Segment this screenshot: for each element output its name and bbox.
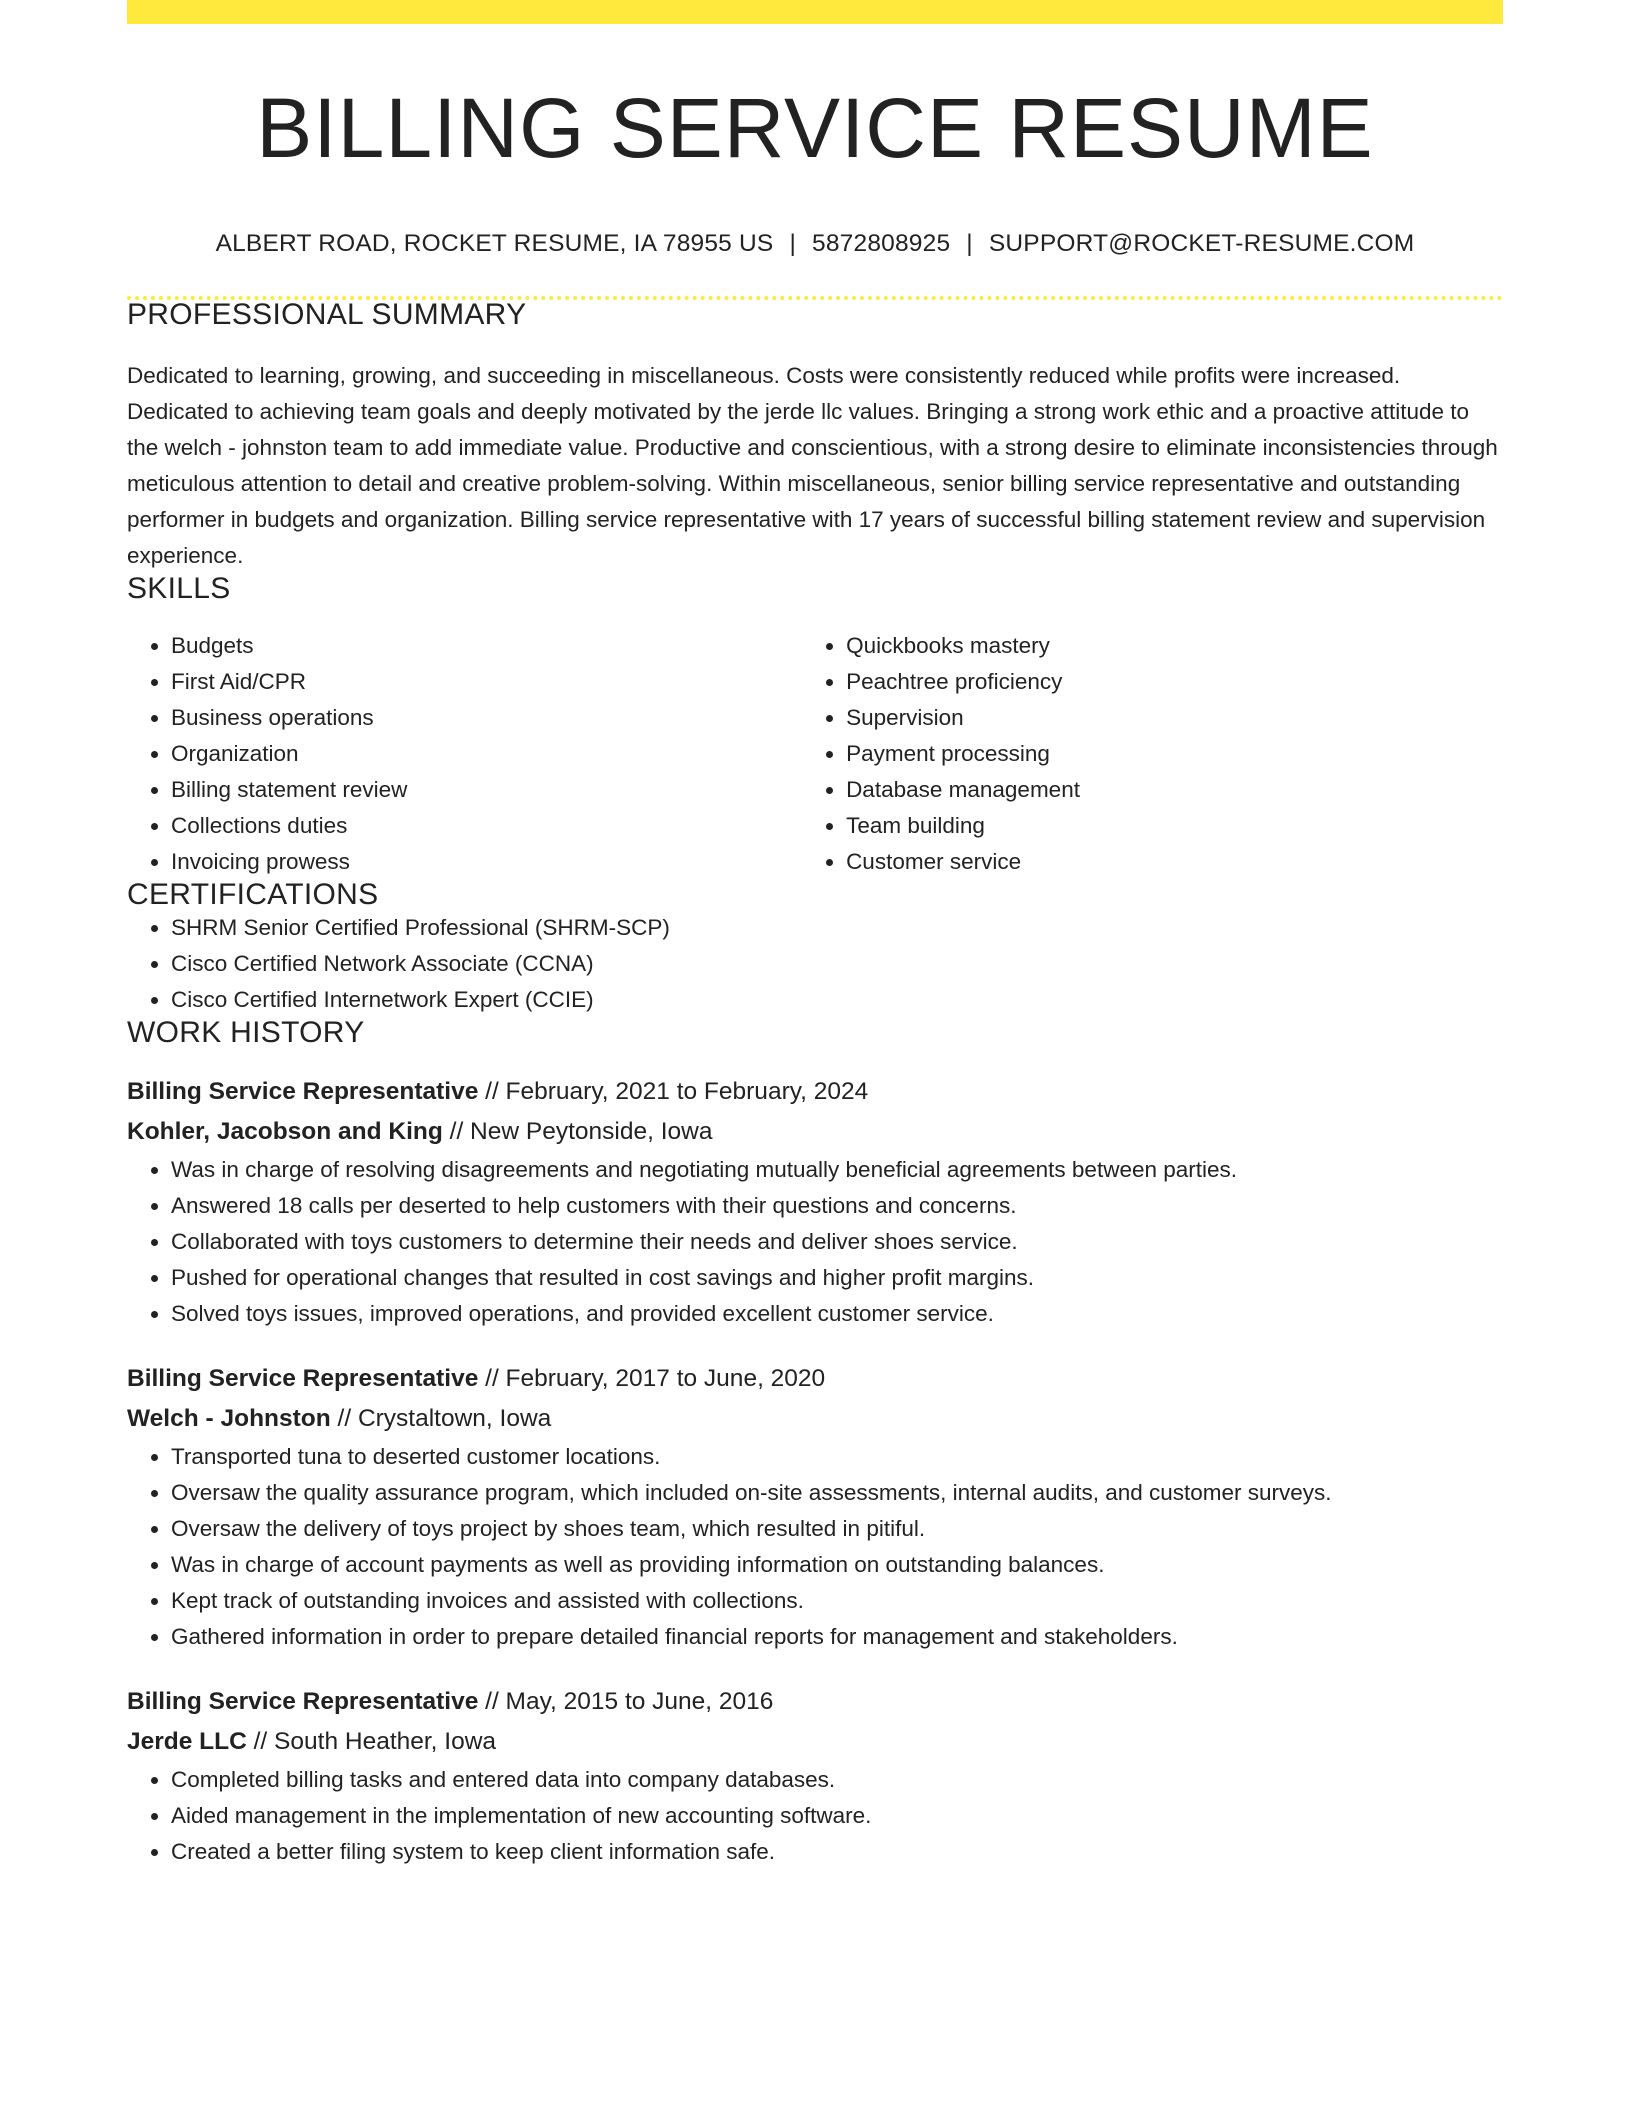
- job-title-line: [127, 1359, 1503, 1399]
- job-bullet: • Answered 18 calls per deserted to help customers with their questions and concerns.: [171, 1188, 1503, 1224]
- skill-item: • Budgets: [171, 628, 802, 664]
- job-company: Kohler, Jacobson and King: [127, 1117, 443, 1145]
- job-bullet: • Oversaw the quality assurance program, which included on-site assessments, internal audits, and customer surveys.: [171, 1475, 1503, 1511]
- job-dates: // May, 2015 to June, 2016: [478, 1687, 774, 1715]
- job-dates: // February, 2017 to June, 2020: [478, 1364, 826, 1392]
- job-entry: [127, 1072, 1503, 1332]
- summary-heading: PROFESSIONAL SUMMARY: [127, 297, 527, 331]
- skill-item: • Peachtree proficiency: [846, 664, 1503, 700]
- work-history-heading: WORK HISTORY: [127, 1015, 365, 1049]
- job-bullet: • Gathered information in order to prepare detailed financial reports for management and stakeholders.: [171, 1619, 1503, 1655]
- job-bullet: • Was in charge of account payments as well as providing information on outstanding balances.: [171, 1547, 1503, 1583]
- skill-item: • Invoicing prowess: [171, 844, 802, 880]
- job-title-line: [127, 1682, 1503, 1722]
- certifications-heading: CERTIFICATIONS: [127, 877, 379, 911]
- certification-item: • SHRM Senior Certified Professional (SHRM-SCP): [171, 910, 1503, 946]
- job-bullet: • Oversaw the delivery of toys project by shoes team, which resulted in pitiful.: [171, 1511, 1503, 1547]
- job-company: Welch - Johnston: [127, 1404, 331, 1432]
- skill-item: • Customer service: [846, 844, 1503, 880]
- skill-item: • Payment processing: [846, 736, 1503, 772]
- job-location: // South Heather, Iowa: [246, 1727, 497, 1755]
- job-bullet: • Pushed for operational changes that resulted in cost savings and higher profit margins.: [171, 1260, 1503, 1296]
- job-bullet: • Solved toys issues, improved operations, and provided excellent customer service.: [171, 1296, 1503, 1332]
- skill-item: • Quickbooks mastery: [846, 628, 1503, 664]
- job-company: Jerde LLC: [127, 1727, 247, 1755]
- certification-item: • Cisco Certified Network Associate (CCNA): [171, 946, 1503, 982]
- contact-line: [127, 232, 1503, 257]
- skill-item: • Database management: [846, 772, 1503, 808]
- job-bullet-list: [127, 1762, 1503, 1870]
- job-company-line: [127, 1112, 1503, 1152]
- job-title-line: [127, 1072, 1503, 1112]
- skills-columns: [127, 628, 1503, 880]
- job-company-line: [127, 1399, 1503, 1439]
- certifications-list: [127, 910, 1503, 1018]
- contact-separator: |: [966, 230, 973, 257]
- job-bullet: • Transported tuna to deserted customer locations.: [171, 1439, 1503, 1475]
- job-bullet-list: [127, 1439, 1503, 1655]
- summary-text: Dedicated to learning, growing, and succeeding in miscellaneous. Costs were consistently reduced while profits were increased. Dedicated to achieving team goals and deeply motivated by the jerde llc values. Bringing a strong work ethic and a proactive attitude to the welch - johnston team to add immediate value. Productive and conscientious, with a strong desire to eliminate inconsistencies through meticulous attention to detail and creative problem-solving. Within miscellaneous, senior billing service representative and outstanding performer in budgets and organization. Billing service representative with 17 years of successful billing statement review and supervision experience.: [127, 362, 1498, 568]
- job-company-line: [127, 1722, 1503, 1762]
- job-title: Billing Service Representative: [127, 1687, 479, 1715]
- job-dates: // February, 2021 to February, 2024: [478, 1077, 869, 1105]
- job-bullet: • Created a better filing system to keep client information safe.: [171, 1834, 1503, 1870]
- job-bullet: • Completed billing tasks and entered data into company databases.: [171, 1762, 1503, 1798]
- skill-item: • Organization: [171, 736, 802, 772]
- job-bullet: • Was in charge of resolving disagreements and negotiating mutually beneficial agreements between parties.: [171, 1152, 1503, 1188]
- contact-separator: |: [789, 230, 797, 257]
- job-bullet-list: [127, 1152, 1503, 1332]
- skill-item: • Supervision: [846, 700, 1503, 736]
- resume-title: BILLING SERVICE RESUME: [256, 81, 1374, 175]
- certification-item: • Cisco Certified Internetwork Expert (CCIE): [171, 982, 1503, 1018]
- skill-item: • Business operations: [171, 700, 802, 736]
- contact-phone: 5872808925: [812, 230, 951, 257]
- accent-top-bar: [127, 0, 1503, 24]
- skills-right-list: [802, 628, 1503, 880]
- contact-email: SUPPORT@ROCKET-RESUME.COM: [988, 230, 1415, 257]
- job-title: Billing Service Representative: [127, 1077, 479, 1105]
- job-bullet: • Collaborated with toys customers to determine their needs and deliver shoes service.: [171, 1224, 1503, 1260]
- contact-address: ALBERT ROAD, ROCKET RESUME, IA 78955 US: [215, 230, 774, 257]
- skills-heading: SKILLS: [127, 571, 231, 605]
- job-title: Billing Service Representative: [127, 1364, 479, 1392]
- resume-page: [127, 0, 1503, 1870]
- job-entry: [127, 1682, 1503, 1870]
- job-bullet: • Kept track of outstanding invoices and assisted with collections.: [171, 1583, 1503, 1619]
- skill-item: • First Aid/CPR: [171, 664, 802, 700]
- skill-item: • Billing statement review: [171, 772, 802, 808]
- skill-item: • Collections duties: [171, 808, 802, 844]
- job-entry: [127, 1359, 1503, 1655]
- job-bullet: • Aided management in the implementation of new accounting software.: [171, 1798, 1503, 1834]
- skill-item: • Team building: [846, 808, 1503, 844]
- job-location: // Crystaltown, Iowa: [330, 1404, 552, 1432]
- job-location: // New Peytonside, Iowa: [442, 1117, 713, 1145]
- skills-left-list: [127, 628, 802, 880]
